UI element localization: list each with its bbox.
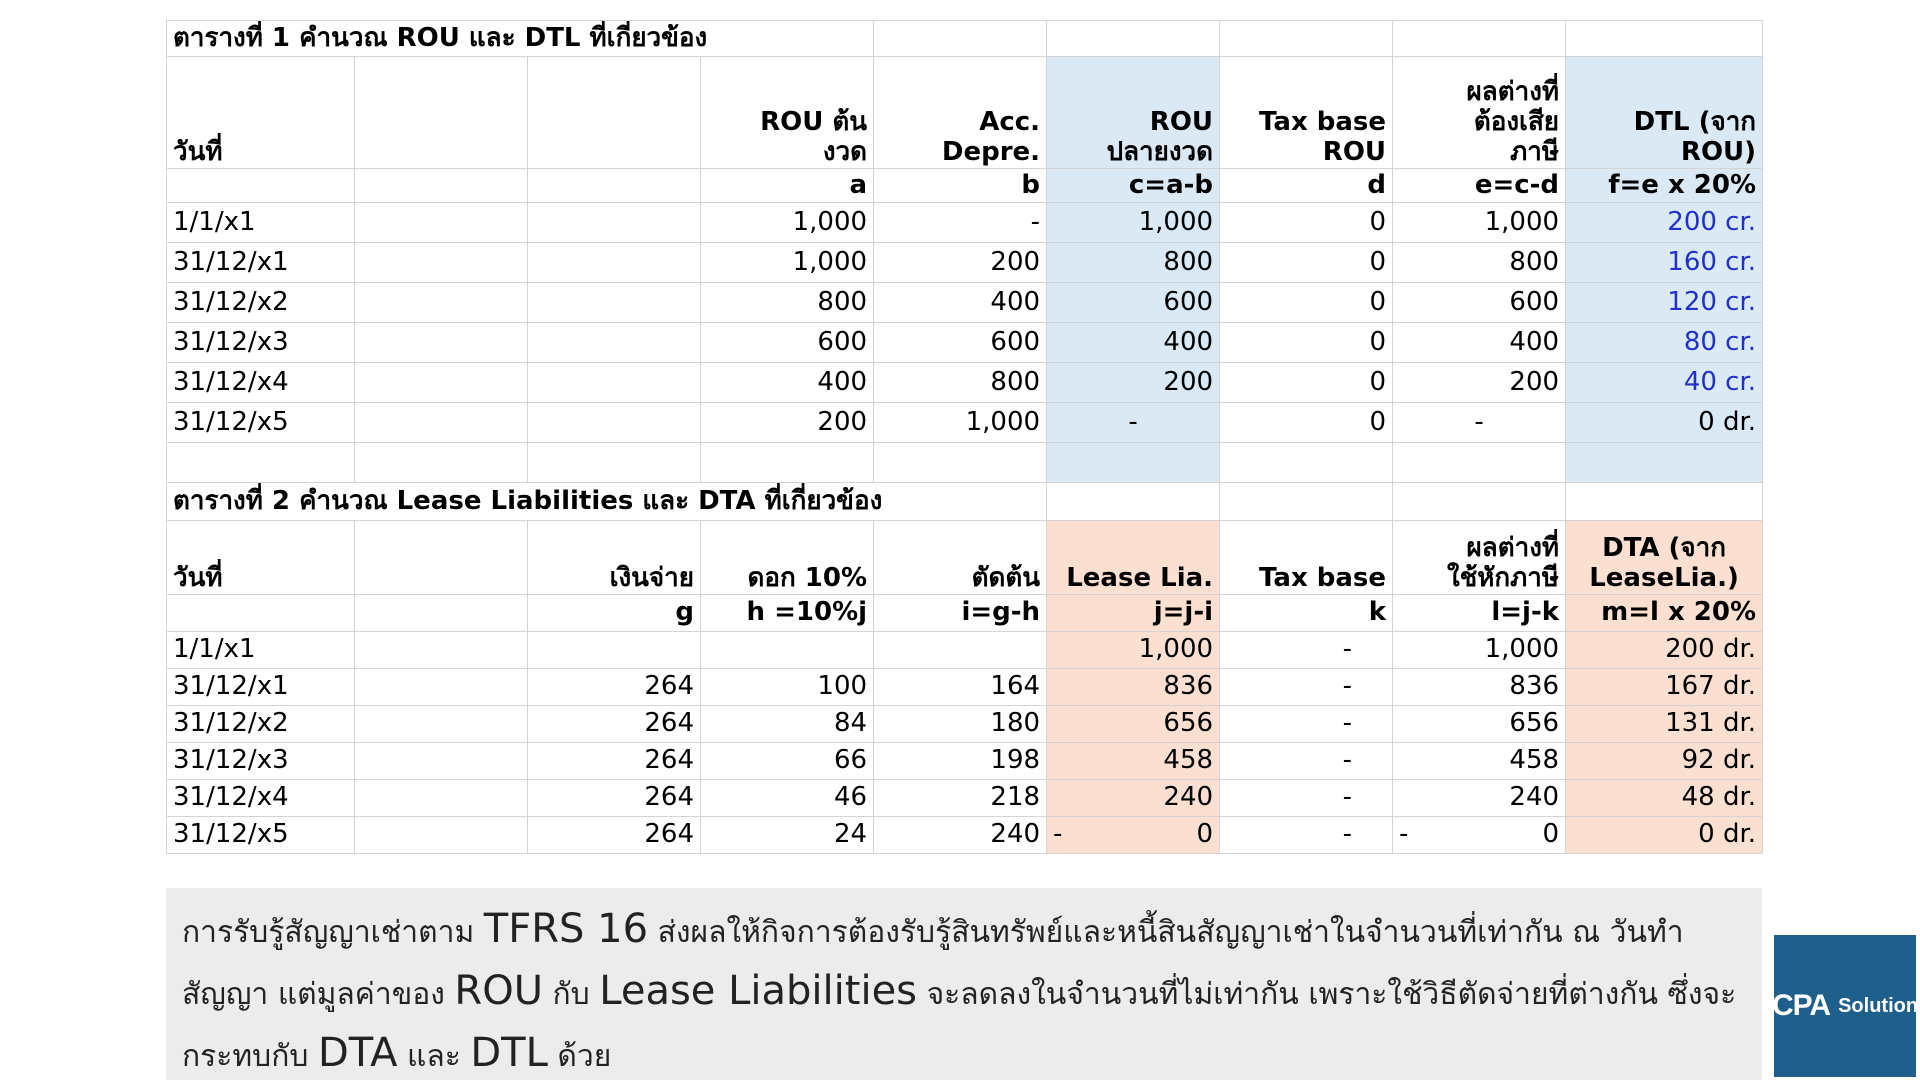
table-row: 31/12/x1 1,000 200 800 0 800 160 cr. <box>167 243 1763 283</box>
formula-d: d <box>1220 169 1393 203</box>
formula-j: j=j-i <box>1047 595 1220 632</box>
principal-header: ตัดต้น <box>874 521 1047 595</box>
table-row: 31/12/x1 264 100 164 836 - 836 167 dr. <box>167 669 1763 706</box>
dtl-header: DTL (จาก ROU) <box>1566 57 1763 169</box>
table2-formula-row <box>167 595 1763 632</box>
explanation-note: การรับรู้สัญญาเช่าตาม TFRS 16 ส่งผลให้กิจการต้องรับรู้สินทรัพย์และหนี้สินสัญญาเช่าในจำนวนที่เท่ากัน ณ วันทำสัญญา แต่มูลค่าของ ROU กับ Lease Liabilities จะลดลงในจำนวนที่ไม่เท่ากัน เพราะใช้วิธีตัดจ่ายที่ต่างกัน ซึ่งจะกระทบกับ DTA และ DTL ด้วย <box>166 888 1762 1080</box>
tax-base-rou-header: Tax base ROU <box>1220 57 1393 169</box>
formula-e: e=c-d <box>1393 169 1566 203</box>
table2-title-row <box>167 483 1763 521</box>
spreadsheet <box>166 20 1762 854</box>
rou-end-header: ROU ปลายงวด <box>1047 57 1220 169</box>
table2-date-header: วันที่ <box>167 521 355 595</box>
table1-date-header: วันที่ <box>167 57 355 169</box>
formula-b: b <box>874 169 1047 203</box>
table-row: 31/12/x4 264 46 218 240 - 240 48 dr. <box>167 780 1763 817</box>
lease-calculation-table <box>166 20 1763 854</box>
table-row: 31/12/x3 600 600 400 0 400 80 cr. <box>167 323 1763 363</box>
formula-k: k <box>1220 595 1393 632</box>
acc-depre-header: Acc. Depre. <box>874 57 1047 169</box>
table-row: 31/12/x5 200 1,000 - 0 - 0 dr. <box>167 403 1763 443</box>
payment-header: เงินจ่าย <box>528 521 701 595</box>
formula-l: l=j-k <box>1393 595 1566 632</box>
table-row: 1/1/x1 1,000 - 1,000 200 dr. <box>167 632 1763 669</box>
taxable-diff-header: ผลต่างที่ ต้องเสีย ภาษี <box>1393 57 1566 169</box>
formula-f: f=e x 20% <box>1566 169 1763 203</box>
spacer-row <box>167 443 1763 483</box>
formula-h: h =10%j <box>701 595 874 632</box>
formula-c: c=a-b <box>1047 169 1220 203</box>
table2-title: ตารางที่ 2 คำนวณ Lease Liabilities และ DTA ที่เกี่ยวข้อง <box>167 483 1047 521</box>
formula-i: i=g-h <box>874 595 1047 632</box>
formula-a: a <box>701 169 874 203</box>
table1-formula-row <box>167 169 1763 203</box>
interest-header: ดอก 10% <box>701 521 874 595</box>
table-row: 1/1/x1 1,000 - 1,000 0 1,000 200 cr. <box>167 203 1763 243</box>
table1-header-row <box>167 57 1763 169</box>
table-row: 31/12/x3 264 66 198 458 - 458 92 dr. <box>167 743 1763 780</box>
lease-lia-header: Lease Lia. <box>1047 521 1220 595</box>
formula-g: g <box>528 595 701 632</box>
table1-title-row <box>167 21 1763 57</box>
table1-title: ตารางที่ 1 คำนวณ ROU และ DTL ที่เกี่ยวข้อง <box>167 21 874 57</box>
dta-header: DTA (จาก LeaseLia.) <box>1566 521 1763 595</box>
tax-base-header: Tax base <box>1220 521 1393 595</box>
table-row: 31/12/x5 264 24 240 - 0 - - 0 0 dr. <box>167 817 1763 854</box>
table-row: 31/12/x4 400 800 200 0 200 40 cr. <box>167 363 1763 403</box>
table2-header-row <box>167 521 1763 595</box>
table-row: 31/12/x2 800 400 600 0 600 120 cr. <box>167 283 1763 323</box>
deductible-diff-header: ผลต่างที่ ใช้หักภาษี <box>1393 521 1566 595</box>
cpa-solution-logo: CPA Solution <box>1774 935 1916 1077</box>
rou-begin-header: ROU ต้น งวด <box>701 57 874 169</box>
table-row: 31/12/x2 264 84 180 656 - 656 131 dr. <box>167 706 1763 743</box>
formula-m: m=l x 20% <box>1566 595 1763 632</box>
